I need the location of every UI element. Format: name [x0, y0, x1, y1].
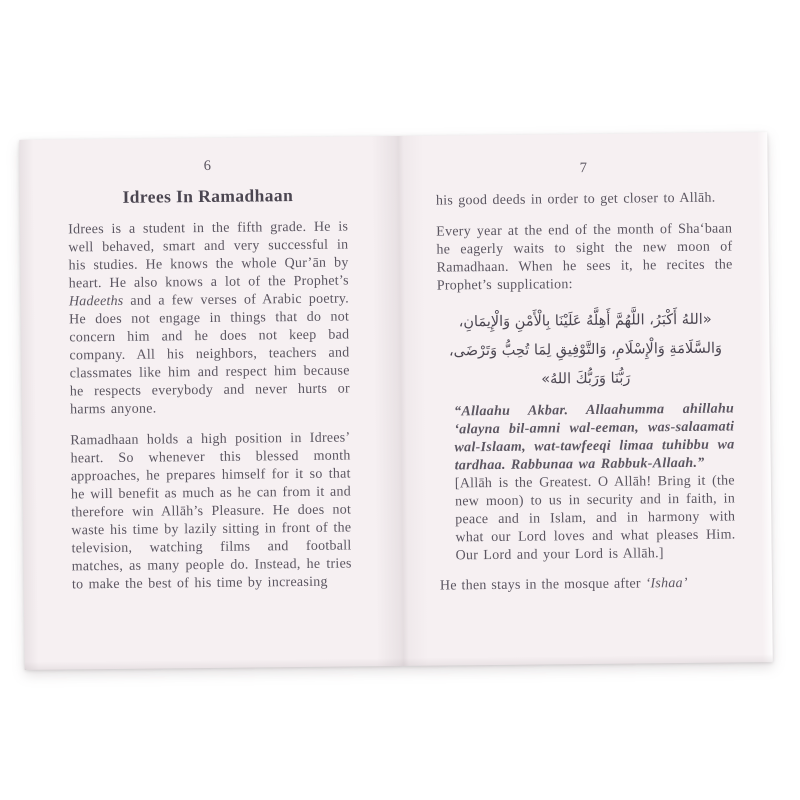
left-page-text-column	[67, 156, 352, 594]
left-page	[19, 136, 399, 670]
left-paragraph-1	[68, 218, 350, 419]
chapter-heading: Idrees In Ramadhaan	[122, 185, 294, 207]
page-number-right: 7	[579, 159, 588, 177]
right-paragraph-2: Every year at the end of the month of Sha‘baan he eagerly waits to sight the new moon of Ramadhaan. When he sees it, he recites the Prophet’s supplication:	[436, 221, 733, 294]
supplication-transliteration: “Allaahu Akbar. Allaahumma ahillahu ‘alayna bil-amni wal-eeman, was-salaamati wal-Islaam, wat-tawfeeqi limaa tuhibbu wa tardhaa. Rabbunaa wa Rabbuk-Allaah.”	[454, 401, 735, 474]
supplication-block	[438, 400, 736, 565]
right-paragraph-1: his good deeds in order to get closer to Allāh.	[435, 190, 716, 209]
closing-sentence	[440, 574, 736, 595]
right-page	[393, 132, 773, 666]
ishaa-italic-word: ‘Ishaa’	[645, 575, 688, 592]
left-paragraph-1-text-cont: and a few verses of Arabic poetry. He does not engage in things that do not concern him and he does not keep bad company. All his neighbors, teachers and classmates like him and respect him because he respects everybody and never hurts or harms anyone.	[69, 291, 350, 418]
hadeeths-italic-word: Hadeeths	[68, 293, 124, 310]
left-page-edge-shading	[19, 140, 39, 670]
supplication-translation: [Allāh is the Greatest. O Allāh! Bring it (the new moon) to us in security and in faith, in peace and in Islam, and in harmony with what our Lord loves and what pleases Him. Our Lord and your Lord is Allāh.]	[454, 473, 736, 564]
left-paragraph-2: Ramadhaan holds a high position in Idrees’ heart. So whenever this blessed month approaches, he prepares himself for it so that he will benefit as much as he can from it and therefore win Allāh’s Pleasure. He does not waste his time by lazily sitting in front of the television, watching films and football matches, as many people do. Instead, he tries to make the best of his time by increasing	[70, 430, 352, 593]
arabic-supplication: «اللهُ أَكْبَرُ، اللَّهُمَّ أَهِلَّهُ عَلَيْنَا بِالْأَمْنِ وَالْإِيمَانِ، وَالسَّلَامَةِ وَالْإِسْلَامِ، وَالتَّوْفِيقِ لِمَا تُحِبُّ وَتَرْضَى، رَبُّنَا وَرَبُّكَ اللهُ»	[448, 311, 723, 388]
left-paragraph-1-text: Idrees is a student in the fifth grade. He is well behaved, smart and very successful in his studies. He knows the whole Qur’ān by heart. He also knows a lot of the Prophet’s	[68, 219, 349, 292]
right-page-fore-edge	[757, 132, 773, 662]
closing-sentence-text: He then stays in the mosque after	[439, 576, 646, 594]
right-page-text-column	[435, 158, 736, 595]
open-book	[19, 132, 773, 670]
page-number-left: 6	[203, 157, 212, 175]
